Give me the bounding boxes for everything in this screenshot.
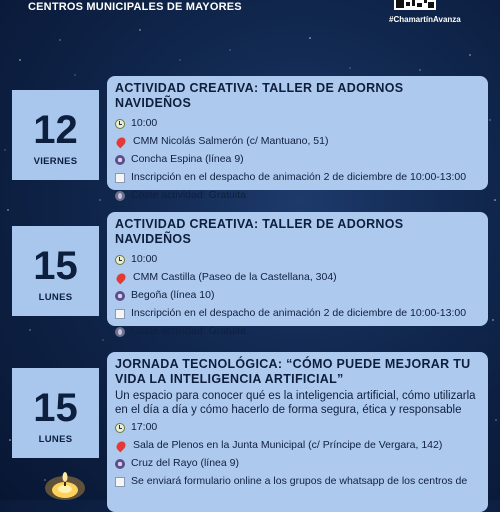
event-title: JORNADA TECNOLÓGICA: “CÓMO PUEDE MEJORAR TU VIDA LA INTELIGENCIA ARTIFICIAL” [115,357,471,386]
event-card [107,212,488,337]
metro-icon [115,459,125,469]
event-weekday: LUNES [38,434,73,445]
qr-code-icon[interactable] [394,0,436,10]
clock-icon [115,255,125,265]
metro-icon [115,291,125,301]
event-cost: Coste actividad: Gratuita [131,325,246,337]
event-title: ACTIVIDAD CREATIVA: TALLER DE ADORNOS NAVIDEÑOS [115,217,404,246]
event-time: 10:00 [131,117,158,129]
hashtag: #ChamartínAvanza [389,15,461,24]
clock-icon [115,119,125,129]
event-registration: Inscripción en el despacho de animación 2 de diciembre de 10:00-13:00 [131,307,467,319]
event-registration: Se enviará formulario online a los grupos de whatsapp de los centros de [131,475,468,487]
location-pin-icon [115,271,128,284]
date-box [12,226,99,316]
event-description: Un espacio para conocer qué es la inteligencia artificial, cómo utilizarla en el día a día y cómo hacerlo de forma segura, ética y responsable [115,390,476,416]
event-metro: Cruz del Rayo (línea 9) [131,457,239,469]
document-icon [115,173,125,183]
document-icon [115,477,125,487]
event-title: ACTIVIDAD CREATIVA: TALLER DE ADORNOS NAVIDEÑOS [115,81,404,110]
event-metro: Begoña (línea 10) [131,289,215,301]
location-pin-icon [115,439,128,452]
date-box [12,368,99,458]
coin-icon [115,327,125,337]
event-weekday: VIERNES [33,156,78,167]
event-time: 10:00 [131,253,158,265]
event-location: CMM Nicolás Salmerón (c/ Mantuano, 51) [133,135,329,147]
document-icon [115,309,125,319]
event-location: CMM Castilla (Paseo de la Castellana, 304) [133,271,337,283]
event-weekday: LUNES [38,292,73,303]
event-location: Sala de Plenos en la Junta Municipal (c/ Príncipe de Vergara, 142) [133,439,443,451]
event-metro: Concha Espina (línea 9) [131,153,244,165]
event-card [107,352,488,512]
coin-icon [115,191,125,201]
event-day: 15 [33,244,78,288]
date-box [12,90,99,180]
event-day: 15 [33,386,78,430]
event-time: 17:00 [131,421,158,433]
location-pin-icon [115,135,128,148]
event-registration: Inscripción en el despacho de animación 2 de diciembre de 10:00-13:00 [131,171,467,183]
header-subtitle: CENTROS MUNICIPALES DE MAYORES [28,1,242,13]
clock-icon [115,423,125,433]
candle-image [38,462,93,500]
event-card [107,76,488,201]
metro-icon [115,155,125,165]
event-day: 12 [33,108,78,152]
event-cost: Coste actividad: Gratuita [131,189,246,201]
